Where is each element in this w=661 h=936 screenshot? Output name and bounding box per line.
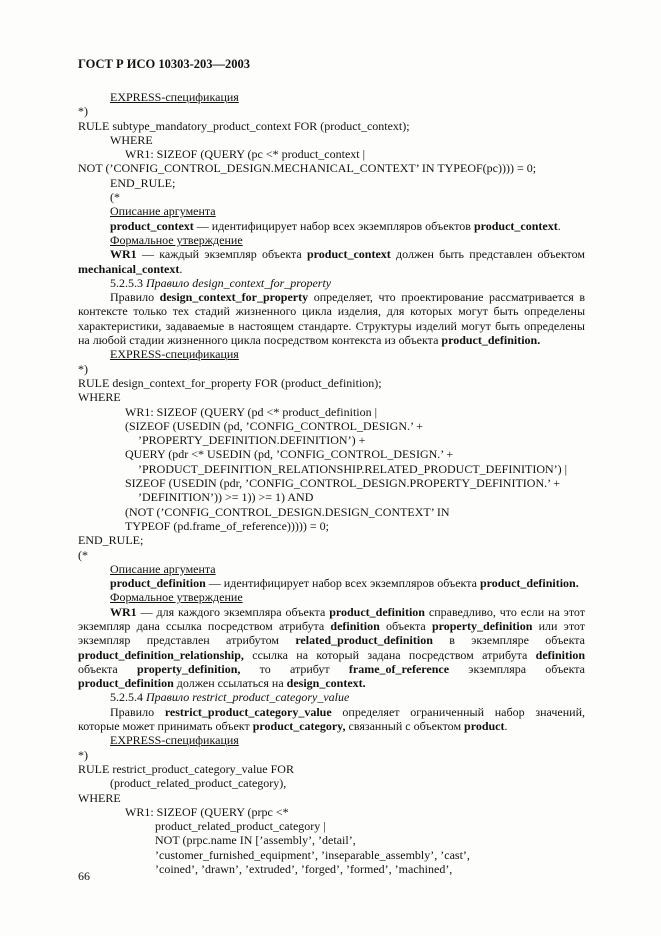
text-run: product_context xyxy=(473,218,558,233)
text-run: должен быть представлен объектом xyxy=(390,247,585,262)
text-run: design_context_for_property xyxy=(159,290,309,305)
text-run: WHERE xyxy=(78,390,121,405)
text-line xyxy=(78,519,585,533)
text-line xyxy=(78,190,585,204)
text-run: product_category, xyxy=(252,719,346,734)
text-line xyxy=(78,533,585,547)
text-run: . xyxy=(504,719,508,734)
text-run: — идентифицирует набор всех экземпляров объектов xyxy=(193,218,474,233)
text-run: RULE design_context_for_property FOR (product_definition); xyxy=(78,375,382,390)
text-line xyxy=(78,733,585,747)
text-run: product_definition xyxy=(78,676,174,691)
paragraph xyxy=(78,605,585,691)
text-line xyxy=(78,419,585,433)
text-run: *) xyxy=(78,104,88,119)
text-run: QUERY (pdr <* USEDIN (pd, ’CONFIG_CONTROL_DESIGN.’ + xyxy=(125,447,454,462)
underlined-heading-text: Формальное утверждение xyxy=(110,590,243,605)
text-run: *) xyxy=(78,747,88,762)
text-run: объекта xyxy=(379,618,432,633)
text-run: или этот экземпляр представлен атрибутом xyxy=(78,618,585,648)
text-line xyxy=(78,447,585,461)
text-run: product_related_product_category | xyxy=(155,819,326,834)
text-run: — идентифицирует набор всех экземпляров объекта xyxy=(205,576,480,591)
text-line xyxy=(78,376,585,390)
text-line xyxy=(78,233,585,247)
text-run: Правило design_context_for_property xyxy=(146,275,332,290)
text-run: определяет, что проектирование рассматривается в контексте только тех стадий жизненного цикла изделия, для которых могут быть определены характеристики, задаваемые в настоящем стандарте. Структуры изделий могут быть определены на любой стадии жизненного цикла посредством контекста из объекта xyxy=(78,290,586,348)
text-line xyxy=(78,147,585,161)
paragraph xyxy=(78,690,585,704)
text-run: product_definition_relationship, xyxy=(78,647,244,662)
text-run: ’DEFINITION’)) >= 1)) >= 1) AND xyxy=(138,490,314,505)
text-run: ’coined’, ’drawn’, ’extruded’, ’forged’, ’formed’, ’machined’, xyxy=(155,862,453,877)
text-line xyxy=(78,462,585,476)
text-run: RULE subtype_mandatory_product_context FOR (product_context); xyxy=(78,118,410,133)
text-run: NOT (’CONFIG_CONTROL_DESIGN.MECHANICAL_CONTEXT’ IN TYPEOF(pc)))) = 0; xyxy=(78,161,537,176)
text-line xyxy=(78,548,585,562)
text-run: (product_related_product_category), xyxy=(110,776,287,791)
text-run: WR1 xyxy=(110,247,137,262)
text-run: property_definition xyxy=(431,618,533,633)
page-number: 66 xyxy=(78,869,90,883)
text-run: — каждый экземпляр объекта xyxy=(136,247,307,262)
text-run: product_context xyxy=(307,247,391,262)
text-run: ’PROPERTY_DEFINITION.DEFINITION’) + xyxy=(138,433,366,448)
text-run: справедливо, что если на этот экземпляр дана ссылка посредством атрибута xyxy=(78,604,585,633)
text-run: related_product_definition xyxy=(295,633,433,648)
text-run: mechanical_context xyxy=(78,261,180,276)
text-run: WHERE xyxy=(78,790,121,805)
document-header: ГОСТ Р ИСО 10303-203—2003 xyxy=(78,57,251,71)
text-line xyxy=(78,505,585,519)
text-line xyxy=(78,347,585,361)
text-run: 5.2.5.4 xyxy=(110,690,146,705)
text-run: Правило xyxy=(110,704,165,719)
text-run: product_definition. xyxy=(441,333,541,348)
text-run: то атрибут xyxy=(240,661,349,676)
text-run: product_definition xyxy=(329,604,425,619)
paragraph xyxy=(78,576,585,590)
underlined-heading-text: Описание аргумента xyxy=(110,561,216,576)
text-run: frame_of_reference xyxy=(348,661,450,676)
paragraph xyxy=(78,219,585,233)
text-line xyxy=(78,590,585,604)
text-run: definition xyxy=(535,647,585,662)
text-line xyxy=(78,819,585,833)
text-run: (* xyxy=(110,190,120,205)
text-line xyxy=(78,562,585,576)
text-run: должен ссылаться на xyxy=(173,676,287,691)
underlined-heading-text: Описание аргумента xyxy=(110,204,216,219)
text-run: RULE restrict_product_category_value FOR xyxy=(78,761,294,776)
underlined-heading-text: Формальное утверждение xyxy=(110,232,243,247)
text-run: связанный с объектом xyxy=(345,719,465,734)
text-run: NOT (prpc.name IN [’assembly’, ’detail’, xyxy=(155,833,356,848)
paragraph xyxy=(78,276,585,290)
underlined-heading-text: EXPRESS-спецификация xyxy=(110,733,239,748)
text-run: WR1 xyxy=(110,604,137,619)
text-run: property_definition, xyxy=(136,661,241,676)
text-run: в экземпляре объекта xyxy=(432,633,585,648)
text-line xyxy=(78,791,585,805)
text-line xyxy=(78,104,585,118)
text-run: WR1: SIZEOF (QUERY (prpc <* xyxy=(125,804,289,819)
text-line xyxy=(78,762,585,776)
text-run: END_RULE; xyxy=(110,175,176,190)
text-run: (* xyxy=(78,547,88,562)
text-line xyxy=(78,490,585,504)
text-run: . xyxy=(557,218,561,233)
text-run: объекта xyxy=(78,661,137,676)
text-line xyxy=(78,90,585,104)
text-run: — для каждого экземпляра объекта xyxy=(136,604,330,619)
paragraph xyxy=(78,290,585,347)
text-line xyxy=(78,119,585,133)
paragraph xyxy=(78,705,585,734)
text-line xyxy=(78,805,585,819)
text-line xyxy=(78,848,585,862)
text-run: (SIZEOF (USEDIN (pd, ’CONFIG_CONTROL_DESIGN.’ + xyxy=(125,418,423,433)
text-run: определяет ограниченный набор значений, которые может принимать объект xyxy=(78,704,585,734)
text-run: definition xyxy=(330,618,380,633)
text-run: WR1: SIZEOF (QUERY (pc <* product_context | xyxy=(125,147,366,162)
text-line xyxy=(78,405,585,419)
text-run: product_definition. xyxy=(479,576,579,591)
underlined-heading-text: EXPRESS-спецификация xyxy=(110,90,239,104)
text-run: ’customer_furnished_equipment’, ’inseparable_assembly’, ’cast’, xyxy=(155,847,470,862)
text-run: Правило restrict_product_category_value xyxy=(146,690,350,705)
text-line xyxy=(78,433,585,447)
text-run: экземпляра объекта xyxy=(449,661,585,676)
text-run: *) xyxy=(78,361,88,376)
text-line xyxy=(78,748,585,762)
document-blocks xyxy=(78,90,585,876)
text-line xyxy=(78,204,585,218)
underlined-heading-text: EXPRESS-спецификация xyxy=(110,347,239,362)
text-run: restrict_product_category_value xyxy=(164,704,332,719)
text-line xyxy=(78,176,585,190)
text-run: product_context xyxy=(110,218,194,233)
text-run: Правило xyxy=(110,290,160,305)
text-run: . xyxy=(179,261,183,276)
text-run: 5.2.5.3 xyxy=(110,275,146,290)
text-line xyxy=(78,362,585,376)
text-run: SIZEOF (USEDIN (pdr, ’CONFIG_CONTROL_DESIGN.PROPERTY_DEFINITION.’ + xyxy=(125,476,560,491)
text-run: design_context. xyxy=(286,676,366,691)
text-line xyxy=(78,776,585,790)
text-run: ссылка на который задана посредством атрибута xyxy=(243,647,536,662)
text-run: product xyxy=(464,719,505,734)
text-line xyxy=(78,133,585,147)
text-run: (NOT (’CONFIG_CONTROL_DESIGN.DESIGN_CONTEXT’ IN xyxy=(125,504,450,519)
text-line xyxy=(78,161,585,175)
paragraph xyxy=(78,247,585,276)
text-run: ’PRODUCT_DEFINITION_RELATIONSHIP.RELATED_PRODUCT_DEFINITION’) | xyxy=(138,461,568,476)
text-line xyxy=(78,476,585,490)
text-run: TYPEOF (pd.frame_of_reference))))) = 0; xyxy=(125,518,330,533)
text-run: END_RULE; xyxy=(78,533,144,548)
text-line xyxy=(78,862,585,876)
text-line xyxy=(78,390,585,404)
text-run: WR1: SIZEOF (QUERY (pd <* product_definition | xyxy=(125,404,378,419)
text-run: WHERE xyxy=(110,132,153,147)
text-run: product_definition xyxy=(110,576,206,591)
text-line xyxy=(78,833,585,847)
